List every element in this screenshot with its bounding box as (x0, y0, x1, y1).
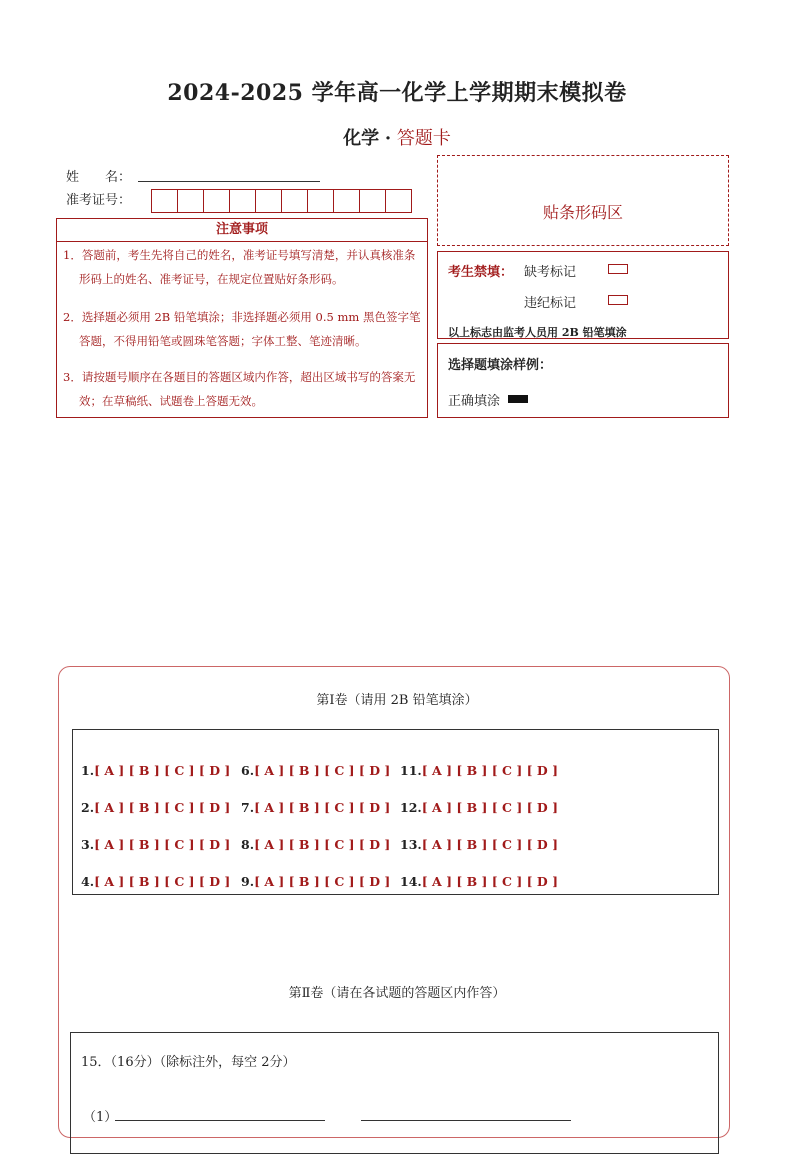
id-digit-box[interactable] (203, 189, 230, 213)
notes-heading: 注意事项 (57, 219, 427, 242)
id-digit-box[interactable] (281, 189, 308, 213)
question-row[interactable]: 8.[ A ] [ B ] [ C ] [ D ] (241, 837, 391, 852)
question-row[interactable]: 7.[ A ] [ B ] [ C ] [ D ] (241, 800, 391, 815)
answer-blank[interactable] (115, 1120, 325, 1121)
page-title: 2024-2025 学年高一化学上学期期末模拟卷 (167, 80, 627, 106)
barcode-label: 贴条形码区 (542, 203, 623, 222)
sample-label: 选择题填涂样例： (448, 358, 553, 373)
id-digit-box[interactable] (359, 189, 386, 213)
question-row[interactable]: 4.[ A ] [ B ] [ C ] [ D ] (81, 874, 231, 889)
question-row[interactable]: 12.[ A ] [ B ] [ C ] [ D ] (400, 800, 558, 815)
id-digit-box[interactable] (229, 189, 256, 213)
sample-box (437, 343, 729, 418)
notes-box (56, 218, 428, 418)
multiple-choice-box (72, 729, 719, 895)
id-digit-box[interactable] (255, 189, 282, 213)
id-digit-box[interactable] (385, 189, 412, 213)
question-row[interactable]: 9.[ A ] [ B ] [ C ] [ D ] (241, 874, 391, 889)
absent-label: 缺考标记 (524, 265, 577, 280)
name-label: 姓 名： (66, 170, 132, 185)
subject-label: 化学 (343, 128, 380, 149)
note-item: 1．答题前，考生先将自己的姓名，准考证号填写清楚，并认真核准条形码上的姓名、准考证号，在规定位置贴好条形码。 (63, 248, 416, 286)
id-label: 准考证号： (66, 193, 132, 208)
correct-fill-label: 正确填涂 (448, 394, 501, 409)
name-field[interactable] (138, 181, 320, 182)
page-subtitle (0, 124, 794, 150)
question-row[interactable]: 2.[ A ] [ B ] [ C ] [ D ] (81, 800, 231, 815)
part1-title: 第Ⅰ卷（请用 2B 铅笔填涂） (316, 693, 478, 708)
question-row[interactable]: 11.[ A ] [ B ] [ C ] [ D ] (400, 763, 558, 778)
subtitle-separator: · (384, 128, 392, 149)
id-digit-box[interactable] (333, 189, 360, 213)
note-item: 2．选择题必须用 2B 铅笔填涂；非选择题必须用 0.5 mm 黑色签字笔答题，不得用铅笔或圆珠笔答题；字体工整、笔迹清晰。 (63, 310, 421, 348)
id-digit-box[interactable] (307, 189, 334, 213)
question-15-box (70, 1032, 719, 1154)
id-number-boxes[interactable] (151, 189, 411, 213)
answer-card-label: 答题卡 (396, 128, 451, 149)
forbidden-label: 考生禁填： (448, 265, 514, 280)
part2-title: 第Ⅱ卷（请在各试题的答题区内作答） (288, 986, 506, 1001)
absent-mark-box[interactable] (608, 264, 628, 274)
violation-mark-box[interactable] (608, 295, 628, 305)
question-15-title: 15．（16分）（除标注外，每空 2分） (81, 1055, 296, 1070)
question-row[interactable]: 1.[ A ] [ B ] [ C ] [ D ] (81, 763, 231, 778)
forbidden-box (437, 251, 729, 339)
question-row[interactable]: 3.[ A ] [ B ] [ C ] [ D ] (81, 837, 231, 852)
id-digit-box[interactable] (177, 189, 204, 213)
note-item: 3．请按题号顺序在各题目的答题区域内作答，超出区域书写的答案无效；在草稿纸、试题卷上答题无效。 (63, 370, 416, 408)
filled-sample-mark (508, 395, 528, 403)
question-row[interactable]: 6.[ A ] [ B ] [ C ] [ D ] (241, 763, 391, 778)
id-digit-box[interactable] (151, 189, 178, 213)
sub-question-1-label: （1） (83, 1110, 118, 1125)
barcode-area (437, 155, 729, 246)
forbidden-note: 以上标志由监考人员用 2B 铅笔填涂 (448, 326, 627, 339)
violation-label: 违纪标记 (524, 296, 577, 311)
question-row[interactable]: 13.[ A ] [ B ] [ C ] [ D ] (400, 837, 558, 852)
question-row[interactable]: 14.[ A ] [ B ] [ C ] [ D ] (400, 874, 558, 889)
answer-blank[interactable] (361, 1120, 571, 1121)
